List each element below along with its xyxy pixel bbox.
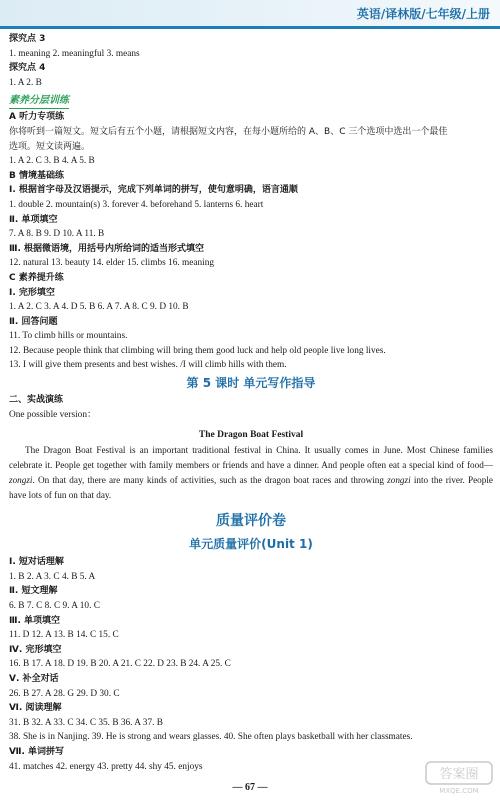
lines_top-line: 1. A 2. B — [9, 77, 42, 88]
quality-title: 质量评价卷 — [216, 513, 286, 530]
lines_bottom-line: 16. B 17. A 18. D 19. B 20. A 21. C 22. D 23. B 24. A 25. C — [9, 659, 231, 670]
lines_top-line: 探究点 4 — [9, 63, 46, 74]
answers-bottom — [9, 555, 493, 774]
lines_bottom-line: Ⅳ. 完形填空 — [9, 644, 62, 655]
lines_mid-line: 1. A 2. C 3. A 4. D 5. B 6. A 7. A 8. C 9. D 10. B — [9, 302, 189, 313]
practice-block — [9, 393, 493, 422]
answers-top — [9, 32, 493, 90]
lines_mid-line: Ⅱ. 回答问题 — [9, 316, 58, 327]
lines_mid-line: A 听力专项练 — [9, 112, 65, 123]
unit-title: 单元质量评价(Unit 1) — [189, 537, 313, 552]
lines_bottom-line: 41. matches 42. energy 43. pretty 44. shy 45. enjoys — [9, 761, 203, 772]
watermark-sub: MXQE.COM — [439, 787, 479, 795]
header-stripe — [0, 26, 500, 29]
lines_top-line: 探究点 3 — [9, 34, 46, 44]
practice-line: 二、实战演练 — [9, 395, 64, 406]
lines_mid-line: 1. A 2. C 3. B 4. A 5. B — [9, 156, 95, 167]
lines_bottom-line: 1. B 2. A 3. C 4. B 5. A — [9, 571, 96, 582]
lines_bottom-line: 38. She is in Nanjing. 39. He is strong and wears glasses. 40. She often plays basketball with her classmates. — [9, 732, 413, 743]
lines_bottom-line: Ⅶ. 单词拼写 — [9, 746, 65, 757]
lines_mid-line: Ⅱ. 单项填空 — [9, 214, 58, 225]
lines_mid-line: C 素养提升练 — [9, 272, 64, 283]
answers-mid — [9, 110, 493, 373]
lines_mid-line: 13. I will give them presents and best wishes. /I will climb hills with them. — [9, 360, 287, 371]
lines_mid-line: 1. double 2. mountain(s) 3. forever 4. beforehand 5. lanterns 6. heart — [9, 199, 264, 210]
lines_mid-line: Ⅰ. 完形填空 — [9, 287, 55, 298]
watermark-logo — [424, 760, 494, 796]
lines_bottom-line: 11. D 12. A 13. B 14. C 15. C — [9, 630, 119, 641]
lines_mid-line: 选项。短文读两遍。 — [9, 141, 91, 152]
lines_mid-line: 你将听到一篇短文。短文后有五个小题，请根据短文内容，在每小题所给的 A、B、C 三个选项中选出一个最佳 — [9, 126, 448, 137]
section-green-title: 素养分层训练 — [9, 93, 69, 109]
lines_bottom-line: 6. B 7. C 8. C 9. A 10. C — [9, 601, 100, 612]
lines_mid-line: B 情境基础练 — [9, 170, 64, 181]
lesson-title: 第 5 课时 单元写作指导 — [186, 376, 316, 391]
lines_bottom-line: 26. B 27. A 28. G 29. D 30. C — [9, 688, 120, 699]
lines_mid-line: Ⅲ. 根据微语境，用括号内所给词的适当形式填空 — [9, 243, 205, 254]
lines_mid-line: Ⅰ. 根据首字母及汉语提示，完成下列单词的拼写，使句意明确，语言通顺 — [9, 185, 298, 196]
page-number: — 67 — — [232, 782, 268, 793]
essay-title: The Dragon Boat Festival — [198, 430, 304, 441]
essay-body: The Dragon Boat Festival is an important traditional festival in China. It usually comes in June. Most Chinese families celebrate it. People get together with family members or friends and have a dinner. And people often eat a special kind of food—zongzi. On that day, there are many kinds of activities, such as the dragon boat races and throwing zongzi into the river. People have lots of fun on that day. — [9, 445, 493, 501]
lines_bottom-line: Ⅱ. 短文理解 — [9, 586, 58, 597]
lines_mid-line: 12. Because people think that climbing will bring them good luck and help old people live long lives. — [9, 345, 386, 356]
content — [9, 32, 493, 774]
practice-line: One possible version： — [9, 409, 97, 420]
lines_top-line: 1. meaning 2. meaningful 3. means — [9, 48, 140, 59]
lines_mid-line: 12. natural 13. beauty 14. elder 15. climbs 16. meaning — [9, 258, 214, 269]
lines_bottom-line: Ⅲ. 单项填空 — [9, 615, 61, 626]
watermark-text: 答案圈 — [439, 767, 479, 782]
header-tag: 英语/译林版/七年级/上册 — [356, 7, 490, 21]
lines_bottom-line: Ⅰ. 短对话理解 — [9, 557, 64, 568]
lines_bottom-line: Ⅵ. 阅读理解 — [9, 703, 62, 714]
lines_bottom-line: 31. B 32. A 33. C 34. C 35. B 36. A 37. B — [9, 717, 163, 728]
lines_bottom-line: Ⅴ. 补全对话 — [9, 674, 59, 684]
lines_mid-line: 11. To climb hills or mountains. — [9, 331, 128, 342]
lines_mid-line: 7. A 8. B 9. D 10. A 11. B — [9, 229, 105, 240]
